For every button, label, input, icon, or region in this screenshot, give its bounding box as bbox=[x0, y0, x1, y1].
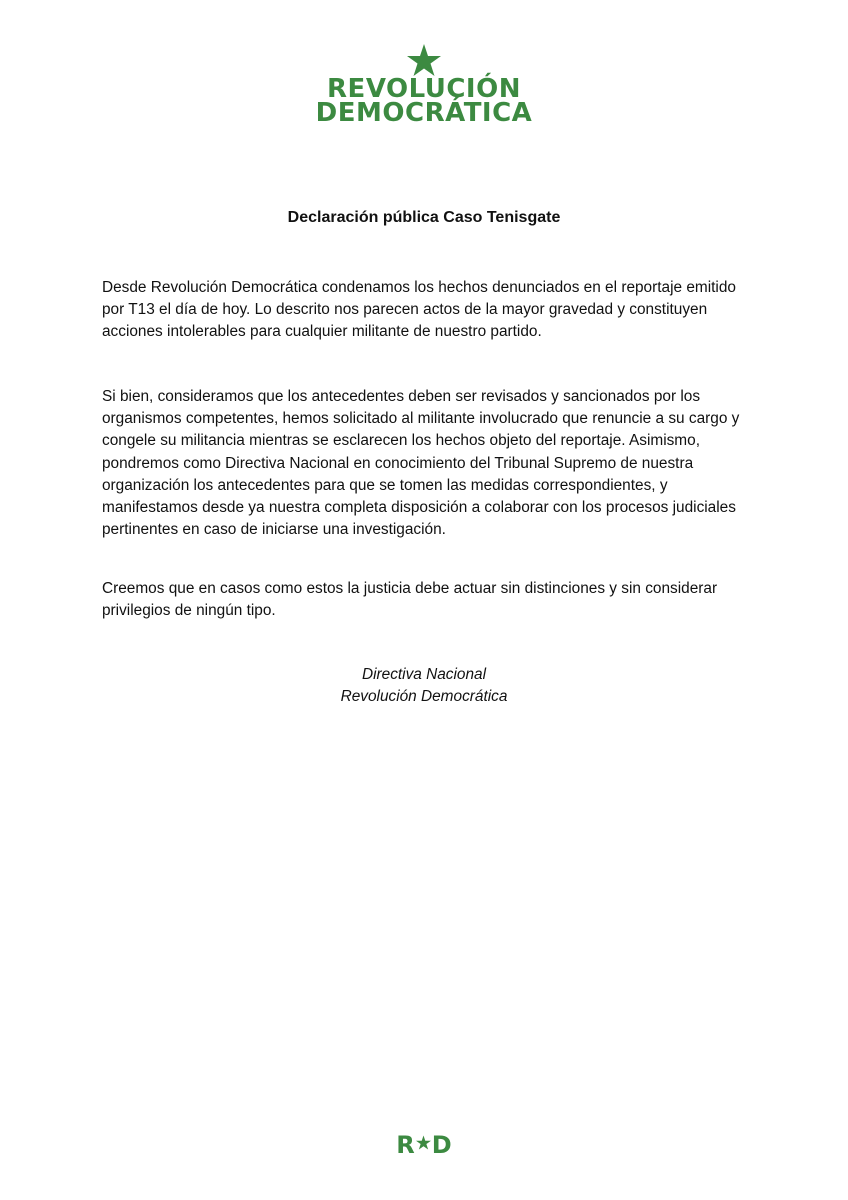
paragraph-1: Desde Revolución Democrática condenamos los hechos denunciados en el reportaje emitido por T13 el día de hoy. Lo descrito nos parecen actos de la mayor gravedad y constituyen acciones intolerables para cualquier militante de nuestro partido. bbox=[102, 279, 736, 341]
footer-letter-r: R bbox=[396, 1131, 415, 1159]
star-icon bbox=[416, 1135, 431, 1150]
star-icon bbox=[407, 44, 441, 76]
document-title: Declaración pública Caso Tenisgate bbox=[287, 209, 561, 226]
signature-block bbox=[0, 664, 848, 708]
signature-line2: Revolución Democrática bbox=[340, 688, 508, 705]
footer-logo bbox=[0, 1131, 848, 1159]
logo-text-line2: DEMOCRÁTICA bbox=[315, 98, 533, 128]
paragraph-2: Si bien, consideramos que los antecedentes deben ser revisados y sancionados por los organismos competentes, hemos solicitado al militante involucrado que renuncie a su cargo y congele su militancia mientras se esclarecen los hechos objeto del reportaje. Asimismo, pondremos como Directiva Nacional en conocimiento del Tribunal Supremo de nuestra organización los antecedentes para que se tomen las medidas correspondientes, y manifestamos desde ya nuestra completa disposición a colaborar con los procesos judiciales pertinentes en caso de iniciarse una investigación. bbox=[102, 388, 740, 539]
party-logo bbox=[0, 44, 848, 128]
signature-line1: Directiva Nacional bbox=[361, 666, 487, 683]
logo-text-line1: REVOLUCIÓN bbox=[327, 74, 521, 104]
footer-letter-d: D bbox=[431, 1131, 452, 1159]
paragraph-3: Creemos que en casos como estos la justicia debe actuar sin distinciones y sin considerar privilegios de ningún tipo. bbox=[102, 580, 718, 620]
